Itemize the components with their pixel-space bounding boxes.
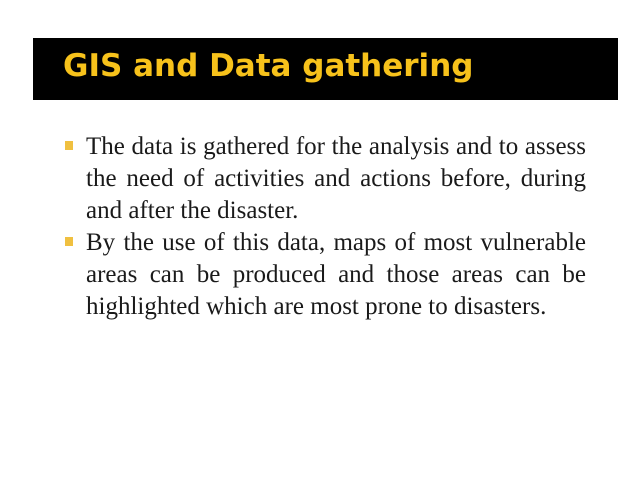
bullet-text: The data is gathered for the analysis and to assess the need of activities and actions before, during and after the disaster.: [86, 133, 586, 224]
bullet-item: [60, 131, 586, 227]
square-bullet-icon: [65, 141, 73, 150]
title-bar: [33, 38, 618, 100]
square-bullet-icon: [65, 237, 73, 246]
bullet-item: [60, 227, 586, 323]
slide-title: GIS and Data gathering: [63, 48, 474, 84]
bullet-list: [60, 131, 586, 323]
bullet-text: By the use of this data, maps of most vulnerable areas can be produced and those areas can be highlighted which are most prone to disasters.: [86, 229, 586, 320]
